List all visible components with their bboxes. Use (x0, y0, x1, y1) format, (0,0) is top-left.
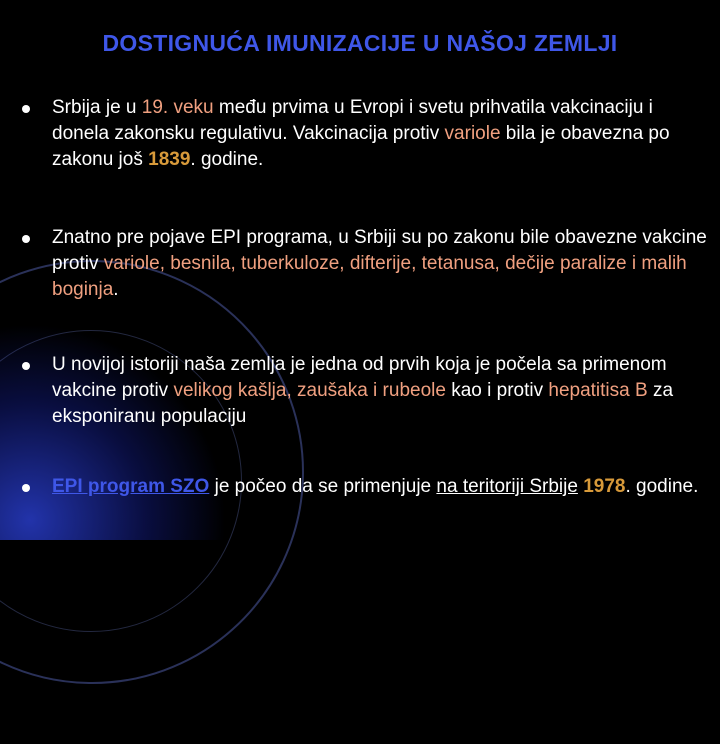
bullet-text-2 (52, 225, 712, 303)
bullet-item-1 (22, 95, 712, 173)
highlight-vaccines: velikog kašlja, zaušaka i rubeole (173, 380, 446, 401)
text-segment: . (113, 279, 119, 300)
bullet-dot-icon (22, 105, 30, 113)
bullet-item-3 (22, 352, 712, 430)
bullet-dot-icon (22, 484, 30, 492)
bullet-item-4 (22, 474, 712, 500)
bullet-dot-icon (22, 235, 30, 243)
text-segment: . godine. (190, 149, 264, 170)
text-segment: . godine. (625, 476, 699, 497)
text-segment: je počeo da se primenjuje (209, 476, 437, 497)
bullet-text-3 (52, 352, 712, 430)
highlight-epi-program: EPI program SZO (52, 476, 210, 497)
bullet-item-2 (22, 225, 712, 303)
text-segment: za eksponiranu populaciju (52, 380, 674, 427)
slide-title: DOSTIGNUĆA IMUNIZACIJE U NAŠOJ ZEMLJI (102, 30, 618, 56)
bullet-dot-icon (22, 362, 30, 370)
highlight-year-1839: 1839 (148, 149, 191, 170)
highlight-century: 19. veku (141, 97, 214, 118)
bullet-text-1 (52, 95, 712, 173)
underlined-territory: na teritoriji Srbije (436, 476, 578, 497)
highlight-variole: variole (444, 123, 501, 144)
highlight-year-1978: 1978 (583, 476, 626, 497)
bullet-text-4 (52, 474, 712, 500)
highlight-vaccine-list: variole, besnila, tuberkuloze, difterije, tetanusa, dečije paralize i malih boginja (52, 253, 687, 300)
text-segment: bila je obavezna po zakonu još (52, 123, 670, 170)
text-segment: kao i protiv (445, 380, 549, 401)
text-segment: Znatno pre pojave EPI programa, u Srbiji su po zakonu bile obavezne vakcine protiv (52, 227, 707, 274)
text-segment: U novijoj istoriji naša zemlja je jedna od prvih koja je počela sa primenom vakcine protiv (52, 354, 667, 401)
highlight-hepatitis: hepatitisa B (548, 380, 648, 401)
text-segment: Srbija je u (52, 97, 142, 118)
text-segment: među prvima u Evropi i svetu prihvatila vakcinaciju i donela zakonsku regulativu. Vakcinacija protiv (52, 97, 653, 144)
